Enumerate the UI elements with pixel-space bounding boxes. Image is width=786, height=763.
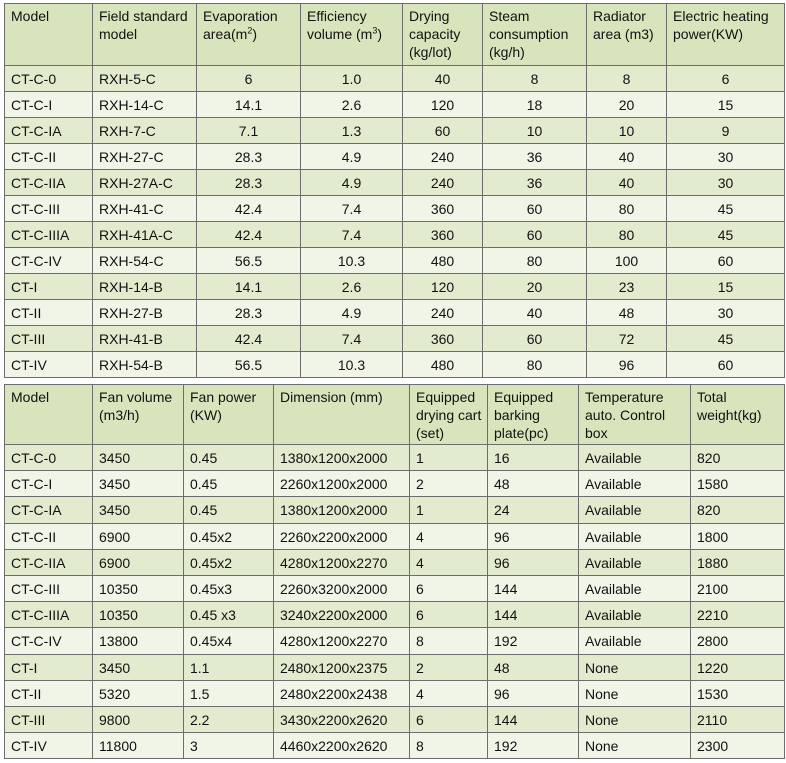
table-cell: CT-C-IIIA — [5, 602, 93, 628]
table-row — [5, 144, 785, 170]
table-cell: 10350 — [93, 575, 184, 601]
table-cell: 0.45x2 — [184, 523, 274, 549]
table-cell: 40 — [587, 144, 667, 170]
table-cell: CT-C-IIIA — [5, 222, 93, 248]
table-row — [5, 170, 785, 196]
table-cell: 3450 — [93, 471, 184, 497]
table-cell: RXH-27-C — [93, 144, 197, 170]
table-cell: 10.3 — [301, 352, 403, 378]
table-cell: 144 — [488, 575, 579, 601]
table-cell: 100 — [587, 248, 667, 274]
table-cell: 0.45x4 — [184, 628, 274, 654]
header-model: Model — [5, 385, 93, 445]
table-cell: 96 — [587, 352, 667, 378]
header-equipped-drying-cart: Equipped drying cart (set) — [410, 385, 488, 445]
table-cell: 1530 — [691, 680, 785, 706]
table-cell: CT-I — [5, 654, 93, 680]
table-cell: 2100 — [691, 575, 785, 601]
table-cell: 80 — [587, 222, 667, 248]
table-cell: 8 — [483, 66, 587, 92]
table-row — [5, 680, 785, 706]
table-cell: 8 — [587, 66, 667, 92]
table-cell: 6 — [410, 575, 488, 601]
table-cell: CT-IV — [5, 733, 93, 759]
table-row — [5, 92, 785, 118]
table-cell: 56.5 — [197, 248, 301, 274]
table-cell: 45 — [667, 222, 785, 248]
table-cell: 2 — [410, 654, 488, 680]
table-row — [5, 118, 785, 144]
table-cell: 6 — [667, 66, 785, 92]
table-cell: 240 — [403, 170, 483, 196]
table-cell: 36 — [483, 170, 587, 196]
table-cell: 42.4 — [197, 222, 301, 248]
table-cell: CT-C-II — [5, 523, 93, 549]
table-cell: CT-C-IV — [5, 248, 93, 274]
table2-body — [5, 445, 785, 759]
header-equipped-barking-plate: Equipped barking plate(pc) — [488, 385, 579, 445]
table-cell: 7.4 — [301, 222, 403, 248]
table-cell: 192 — [488, 733, 579, 759]
header-steam-consumption: Steam consumption (kg/h) — [483, 4, 587, 66]
table-cell: 7.4 — [301, 326, 403, 352]
table-cell: CT-C-0 — [5, 66, 93, 92]
table-cell: 3430x2200x2620 — [274, 706, 410, 732]
table-cell: 240 — [403, 300, 483, 326]
table-cell: 4.9 — [301, 170, 403, 196]
header-total-weight: Total weight(kg) — [691, 385, 785, 445]
table-cell: 40 — [483, 300, 587, 326]
table-cell: 480 — [403, 248, 483, 274]
table-cell: CT-III — [5, 326, 93, 352]
table-row — [5, 706, 785, 732]
table-cell: Available — [579, 628, 691, 654]
table-cell: 48 — [488, 471, 579, 497]
table-cell: 3 — [184, 733, 274, 759]
header-field-standard-model: Field standard model — [93, 4, 197, 66]
table-cell: RXH-7-C — [93, 118, 197, 144]
table-cell: 13800 — [93, 628, 184, 654]
table-cell: RXH-27-B — [93, 300, 197, 326]
table-cell: 40 — [403, 66, 483, 92]
header-dimension: Dimension (mm) — [274, 385, 410, 445]
table-cell: Available — [579, 549, 691, 575]
table-cell: 96 — [488, 549, 579, 575]
table-cell: Available — [579, 575, 691, 601]
table-cell: CT-I — [5, 274, 93, 300]
table-cell: 0.45 — [184, 497, 274, 523]
table-row — [5, 445, 785, 471]
header-drying-capacity: Drying capacity (kg/lot) — [403, 4, 483, 66]
table-cell: CT-C-III — [5, 575, 93, 601]
table-row — [5, 733, 785, 759]
table-cell: 11800 — [93, 733, 184, 759]
table-row — [5, 523, 785, 549]
table-row — [5, 274, 785, 300]
table-cell: 96 — [488, 680, 579, 706]
table-cell: 4280x1200x2270 — [274, 549, 410, 575]
table-cell: 1800 — [691, 523, 785, 549]
table-cell: 480 — [403, 352, 483, 378]
table-cell: 2.6 — [301, 92, 403, 118]
specs-table-2 — [4, 384, 785, 759]
table-cell: CT-C-III — [5, 196, 93, 222]
table-cell: 2480x1200x2375 — [274, 654, 410, 680]
table-cell: 4.9 — [301, 300, 403, 326]
table-cell: 30 — [667, 300, 785, 326]
table-cell: 30 — [667, 170, 785, 196]
table-cell: 15 — [667, 274, 785, 300]
table-cell: 6 — [410, 602, 488, 628]
table-cell: 2800 — [691, 628, 785, 654]
table-cell: RXH-14-C — [93, 92, 197, 118]
table-row — [5, 248, 785, 274]
table-cell: 72 — [587, 326, 667, 352]
table-cell: CT-IV — [5, 352, 93, 378]
table-cell: 6 — [197, 66, 301, 92]
table-cell: 4 — [410, 680, 488, 706]
table-cell: 3450 — [93, 654, 184, 680]
table-cell: 42.4 — [197, 326, 301, 352]
table-cell: 1220 — [691, 654, 785, 680]
table-cell: 9 — [667, 118, 785, 144]
table-cell: CT-C-IIA — [5, 170, 93, 196]
table-cell: 1.1 — [184, 654, 274, 680]
table-cell: 1.0 — [301, 66, 403, 92]
table-cell: 144 — [488, 706, 579, 732]
table-cell: 24 — [488, 497, 579, 523]
table-cell: 60 — [483, 222, 587, 248]
table-cell: 15 — [667, 92, 785, 118]
table-cell: 28.3 — [197, 144, 301, 170]
header-evaporation-area: Evaporation $area(m^2)$ — [197, 4, 301, 66]
table-cell: 6900 — [93, 523, 184, 549]
table-cell: CT-II — [5, 680, 93, 706]
table-cell: 10 — [587, 118, 667, 144]
table-cell: RXH-27A-C — [93, 170, 197, 196]
table-cell: 1.3 — [301, 118, 403, 144]
table-cell: 1380x1200x2000 — [274, 497, 410, 523]
table-cell: 20 — [587, 92, 667, 118]
table-cell: CT-III — [5, 706, 93, 732]
table-cell: Available — [579, 471, 691, 497]
table-row — [5, 628, 785, 654]
table-cell: 3450 — [93, 445, 184, 471]
table-cell: 14.1 — [197, 92, 301, 118]
table-cell: 2210 — [691, 602, 785, 628]
table-cell: 14.1 — [197, 274, 301, 300]
table-row — [5, 654, 785, 680]
table-cell: CT-C-IV — [5, 628, 93, 654]
table-row — [5, 326, 785, 352]
table-cell: RXH-41-C — [93, 196, 197, 222]
table-cell: Available — [579, 523, 691, 549]
table-cell: 2260x2200x2000 — [274, 523, 410, 549]
table-cell: 56.5 — [197, 352, 301, 378]
table-cell: 3240x2200x2000 — [274, 602, 410, 628]
table-cell: Available — [579, 445, 691, 471]
table-cell: 1 — [410, 497, 488, 523]
table-row — [5, 497, 785, 523]
table-cell: 10.3 — [301, 248, 403, 274]
table-cell: 30 — [667, 144, 785, 170]
table-row — [5, 66, 785, 92]
table-cell: 20 — [483, 274, 587, 300]
table-cell: RXH-14-B — [93, 274, 197, 300]
table-cell: 42.4 — [197, 196, 301, 222]
table-cell: 360 — [403, 326, 483, 352]
table-cell: RXH-41-B — [93, 326, 197, 352]
table-cell: 60 — [667, 248, 785, 274]
table-cell: 1580 — [691, 471, 785, 497]
table-cell: 60 — [483, 326, 587, 352]
table-cell: 6900 — [93, 549, 184, 575]
table-cell: 96 — [488, 523, 579, 549]
table-cell: 9800 — [93, 706, 184, 732]
table-cell: 5320 — [93, 680, 184, 706]
table-cell: CT-C-II — [5, 144, 93, 170]
table-cell: 4.9 — [301, 144, 403, 170]
table-cell: 16 — [488, 445, 579, 471]
table-cell: 28.3 — [197, 300, 301, 326]
table-cell: None — [579, 733, 691, 759]
table-row — [5, 196, 785, 222]
table-cell: 820 — [691, 497, 785, 523]
table-cell: 4460x2200x2620 — [274, 733, 410, 759]
table-cell: 4 — [410, 549, 488, 575]
table-cell: 7.1 — [197, 118, 301, 144]
table-cell: 144 — [488, 602, 579, 628]
table-cell: 10350 — [93, 602, 184, 628]
header-radiator-area: Radiator area (m3) — [587, 4, 667, 66]
header-electric-heating-power: Electric heating power(KW) — [667, 4, 785, 66]
table-cell: RXH-41A-C — [93, 222, 197, 248]
table-row — [5, 549, 785, 575]
table-cell: CT-C-IA — [5, 497, 93, 523]
table-cell: 240 — [403, 144, 483, 170]
table2-header-row — [5, 385, 785, 445]
table-cell: None — [579, 706, 691, 732]
header-efficiency-volume: Efficiency volume $(m^3)$ — [301, 4, 403, 66]
table-cell: 360 — [403, 222, 483, 248]
table-cell: CT-C-0 — [5, 445, 93, 471]
table-cell: CT-C-I — [5, 92, 93, 118]
table-cell: 1880 — [691, 549, 785, 575]
table-cell: 60 — [403, 118, 483, 144]
table-cell: 0.45 x3 — [184, 602, 274, 628]
header-model: Model — [5, 4, 93, 66]
table-cell: 2300 — [691, 733, 785, 759]
table-cell: CT-C-I — [5, 471, 93, 497]
table-row — [5, 602, 785, 628]
table-cell: 192 — [488, 628, 579, 654]
table-cell: 45 — [667, 196, 785, 222]
table-row — [5, 352, 785, 378]
table-cell: 2.6 — [301, 274, 403, 300]
table-cell: None — [579, 680, 691, 706]
table-cell: 1380x1200x2000 — [274, 445, 410, 471]
table-cell: 48 — [587, 300, 667, 326]
table-cell: 48 — [488, 654, 579, 680]
table-cell: RXH-5-C — [93, 66, 197, 92]
table-cell: 18 — [483, 92, 587, 118]
header-temperature-control-box: Temperature auto. Control box — [579, 385, 691, 445]
table-cell: 2.2 — [184, 706, 274, 732]
table-cell: 0.45x2 — [184, 549, 274, 575]
table-cell: 120 — [403, 274, 483, 300]
table-cell: 360 — [403, 196, 483, 222]
table-cell: 1.5 — [184, 680, 274, 706]
table-cell: 2260x3200x2000 — [274, 575, 410, 601]
table-cell: 4 — [410, 523, 488, 549]
table-cell: 80 — [483, 248, 587, 274]
table-cell: 820 — [691, 445, 785, 471]
table-cell: 4280x1200x2270 — [274, 628, 410, 654]
table-row — [5, 575, 785, 601]
table-cell: 120 — [403, 92, 483, 118]
table-cell: 28.3 — [197, 170, 301, 196]
specs-table-1 — [4, 3, 785, 378]
table-cell: CT-C-IIA — [5, 549, 93, 575]
table-cell: 2480x2200x2438 — [274, 680, 410, 706]
header-fan-power: Fan power (KW) — [184, 385, 274, 445]
table-cell: Available — [579, 602, 691, 628]
table1-header-row — [5, 4, 785, 66]
table-cell: 80 — [587, 196, 667, 222]
table-cell: 0.45 — [184, 445, 274, 471]
table-cell: 8 — [410, 628, 488, 654]
table-cell: 0.45x3 — [184, 575, 274, 601]
table-cell: 2260x1200x2000 — [274, 471, 410, 497]
table1-body — [5, 66, 785, 378]
table-cell: 23 — [587, 274, 667, 300]
table-cell: CT-C-IA — [5, 118, 93, 144]
table-cell: 45 — [667, 326, 785, 352]
table-cell: 40 — [587, 170, 667, 196]
table-cell: 0.45 — [184, 471, 274, 497]
table-row — [5, 222, 785, 248]
table-cell: 10 — [483, 118, 587, 144]
table-cell: 2110 — [691, 706, 785, 732]
table-cell: 1 — [410, 445, 488, 471]
table-row — [5, 300, 785, 326]
table-row — [5, 471, 785, 497]
table-cell: 6 — [410, 706, 488, 732]
table-cell: 3450 — [93, 497, 184, 523]
table-cell: RXH-54-B — [93, 352, 197, 378]
table-cell: Available — [579, 497, 691, 523]
table-cell: 2 — [410, 471, 488, 497]
table-cell: RXH-54-C — [93, 248, 197, 274]
table-cell: 80 — [483, 352, 587, 378]
table-cell: 60 — [483, 196, 587, 222]
table-cell: 7.4 — [301, 196, 403, 222]
table-cell: 36 — [483, 144, 587, 170]
table-cell: None — [579, 654, 691, 680]
table-cell: 8 — [410, 733, 488, 759]
table-cell: 60 — [667, 352, 785, 378]
header-fan-volume: Fan volume (m3/h) — [93, 385, 184, 445]
table-cell: CT-II — [5, 300, 93, 326]
